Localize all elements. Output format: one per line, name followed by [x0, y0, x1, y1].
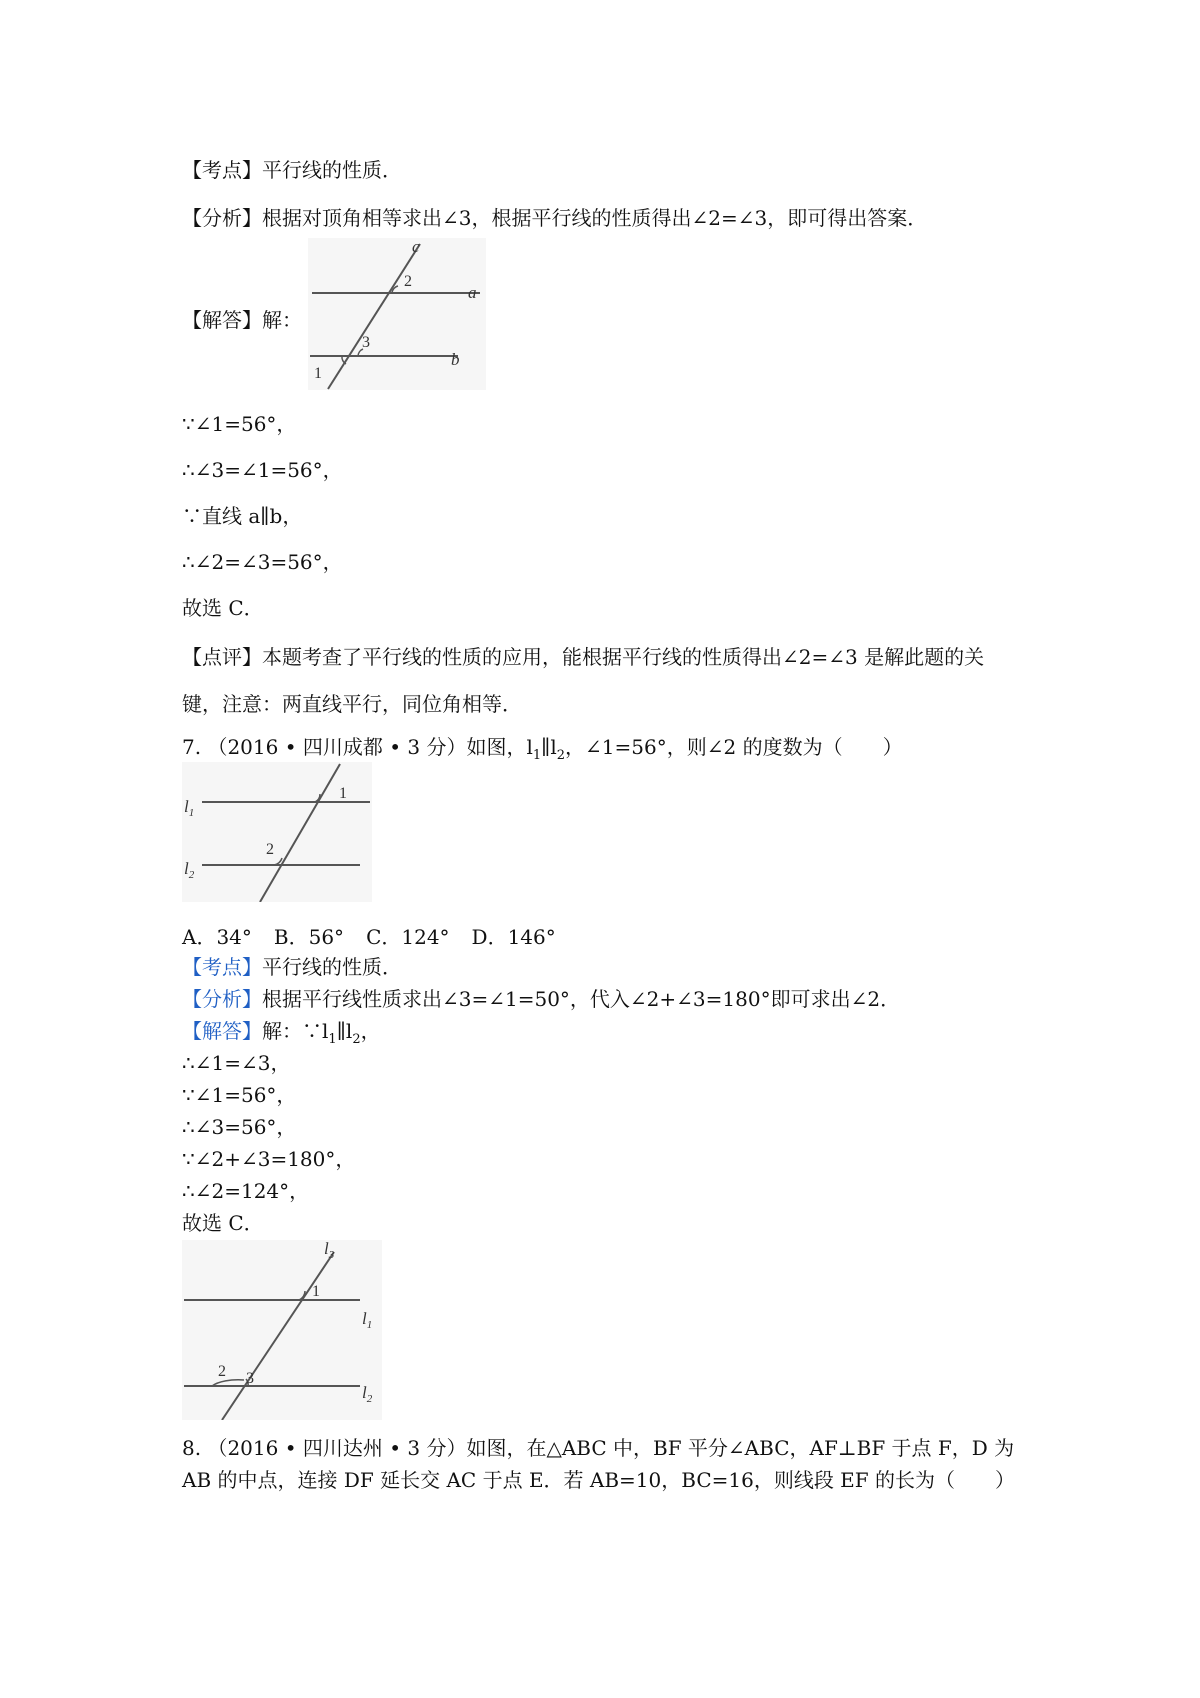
q7-step: ∵∠1=56°，	[182, 1083, 297, 1107]
label-angle-1: 1	[312, 1283, 320, 1300]
step-line: ∵直线 a∥b，	[182, 504, 303, 528]
choice-c: C．124°	[366, 925, 450, 949]
q7-step: 故选 C．	[182, 1211, 264, 1235]
label-l2: $l_2$	[184, 859, 195, 881]
q7-kaodian: 【考点】平行线的性质．	[182, 955, 402, 979]
q8-stem-line2: AB 的中点，连接 DF 延长交 AC 于点 E．若 AB=10，BC=16，则线段 EF 的长为（ ）	[182, 1468, 1016, 1492]
label-angle-3: 3	[362, 334, 370, 351]
jieda-line: 【解答】解：	[182, 308, 302, 332]
choice-a: A．34°	[182, 925, 252, 949]
dianping-line-cont: 键，注意：两直线平行，同位角相等．	[182, 692, 522, 716]
label-angle-1: 1	[314, 365, 322, 382]
q8-stem-line1: 8. （2016 • 四川达州 • 3 分）如图，在△ABC 中，BF 平分∠ABC，AF⊥BF 于点 F，D 为	[182, 1436, 1015, 1460]
label-l1: $l_1$	[184, 797, 195, 819]
q7-step: ∴∠1=∠3，	[182, 1051, 291, 1075]
label-angle-3: 3	[246, 1370, 254, 1387]
figure-q7	[182, 762, 372, 902]
q7-step: ∴∠2=124°，	[182, 1179, 310, 1203]
figure-parallel-lines-abc	[308, 238, 486, 390]
label-angle-1: 1	[339, 785, 347, 802]
label-a: a	[468, 283, 477, 302]
label-c: c	[412, 238, 420, 256]
label-l2: $l_2$	[362, 1383, 373, 1405]
kaodian-line: 【考点】平行线的性质．	[182, 158, 402, 182]
step-line: ∴∠2=∠3=56°，	[182, 550, 343, 574]
fenxi-line: 【分析】根据对顶角相等求出∠3，根据平行线的性质得出∠2=∠3，即可得出答案．	[182, 206, 928, 230]
label-b: b	[451, 350, 460, 369]
label-angle-2: 2	[266, 841, 274, 858]
step-line: ∵∠1=56°，	[182, 412, 297, 436]
step-line: ∴∠3=∠1=56°，	[182, 458, 343, 482]
dianping-line: 【点评】本题考查了平行线的性质的应用，能根据平行线的性质得出∠2=∠3 是解此题的关	[182, 645, 985, 669]
label-l3: $l_3$	[324, 1240, 335, 1261]
q7-jieda: 【解答】解：$\because l_1\parallel l_2$，	[182, 1019, 381, 1047]
choice-b: B．56°	[273, 925, 345, 949]
label-l1: $l_1$	[362, 1309, 373, 1331]
q7-choices	[182, 925, 578, 949]
choice-d: D．146°	[471, 925, 556, 949]
label-angle-2: 2	[404, 273, 412, 290]
label-angle-2: 2	[218, 1363, 226, 1380]
q7-fenxi: 【分析】根据平行线性质求出∠3=∠1=50°，代入∠2+∠3=180°即可求出∠2．	[182, 987, 901, 1011]
figure-q7-solution	[182, 1240, 382, 1420]
q7-step: ∴∠3=56°，	[182, 1115, 297, 1139]
q7-stem: 7. （2016 • 四川成都 • 3 分）如图，$l_1\parallel l_2$，∠1=56°，则∠2 的度数为（ ）	[182, 735, 903, 763]
q7-step: ∵∠2+∠3=180°，	[182, 1147, 356, 1171]
step-line: 故选 C．	[182, 596, 264, 620]
